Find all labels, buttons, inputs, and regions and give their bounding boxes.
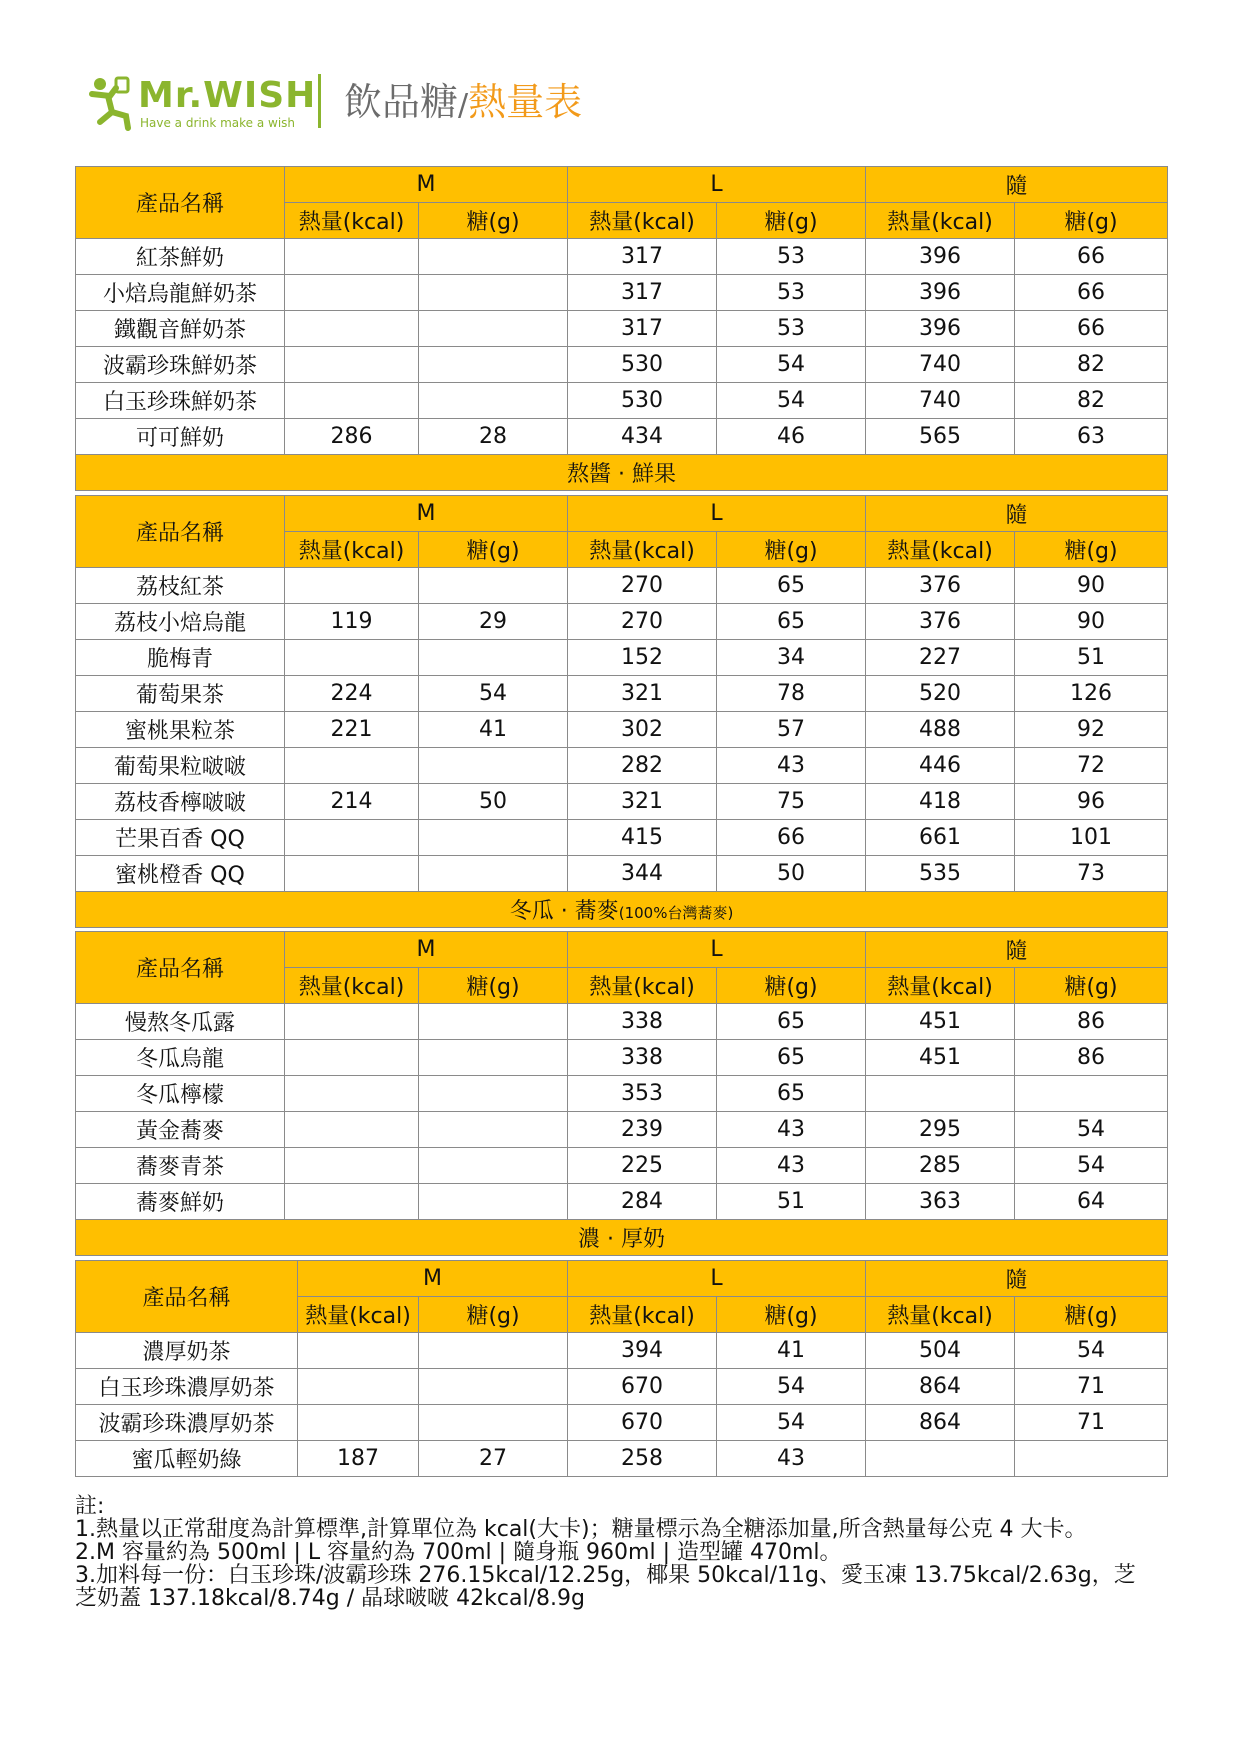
bottle-kcal-cell: 565 (866, 419, 1015, 455)
m-kcal-cell (285, 748, 419, 784)
column-header-m: M (298, 1261, 568, 1297)
column-header-sugar: 糖(g) (717, 1297, 866, 1333)
l-kcal-cell: 258 (568, 1441, 717, 1477)
l-sugar-cell: 53 (717, 311, 866, 347)
section-title-note: (100%台灣蕎麥) (618, 904, 734, 922)
l-sugar-cell: 43 (717, 1148, 866, 1184)
column-header-sugar: 糖(g) (419, 532, 568, 568)
bottle-kcal-cell: 661 (866, 820, 1015, 856)
product-name-cell: 白玉珍珠濃厚奶茶 (76, 1369, 298, 1405)
m-kcal-cell (298, 1369, 419, 1405)
m-kcal-cell (298, 1405, 419, 1441)
table-row (76, 748, 1168, 784)
product-name-cell: 荔枝紅茶 (76, 568, 285, 604)
m-kcal-cell: 119 (285, 604, 419, 640)
product-name-cell: 芒果百香 QQ (76, 820, 285, 856)
m-kcal-cell (285, 311, 419, 347)
table-row (76, 311, 1168, 347)
bottle-sugar-cell: 86 (1015, 1040, 1168, 1076)
bottle-kcal-cell: 396 (866, 239, 1015, 275)
column-header-m: M (285, 932, 568, 968)
product-name-cell: 鐵觀音鮮奶茶 (76, 311, 285, 347)
column-header-l: L (568, 167, 866, 203)
l-sugar-cell: 65 (717, 1040, 866, 1076)
m-sugar-cell (419, 1112, 568, 1148)
bottle-sugar-cell: 90 (1015, 568, 1168, 604)
bottle-sugar-cell: 51 (1015, 640, 1168, 676)
l-sugar-cell: 65 (717, 1076, 866, 1112)
column-header-kcal: 熱量(kcal) (568, 1297, 717, 1333)
section-title-row (76, 455, 1168, 491)
m-sugar-cell (419, 239, 568, 275)
table-thick-milk (75, 1260, 1168, 1477)
bottle-sugar-cell: 126 (1015, 676, 1168, 712)
section-title (76, 455, 1168, 491)
column-header-kcal: 熱量(kcal) (866, 203, 1015, 239)
l-sugar-cell: 51 (717, 1184, 866, 1220)
l-kcal-cell: 317 (568, 275, 717, 311)
m-kcal-cell: 286 (285, 419, 419, 455)
bottle-sugar-cell: 66 (1015, 311, 1168, 347)
product-name-cell: 蕎麥鮮奶 (76, 1184, 285, 1220)
section-title-text: 濃 · 厚奶 (578, 1227, 666, 1252)
m-sugar-cell (419, 1076, 568, 1112)
m-sugar-cell (419, 640, 568, 676)
table-row (76, 1112, 1168, 1148)
table-row (76, 1148, 1168, 1184)
bottle-sugar-cell: 90 (1015, 604, 1168, 640)
m-sugar-cell: 41 (419, 712, 568, 748)
l-kcal-cell: 434 (568, 419, 717, 455)
l-sugar-cell: 54 (717, 1369, 866, 1405)
l-kcal-cell: 239 (568, 1112, 717, 1148)
m-sugar-cell: 28 (419, 419, 568, 455)
size-header-row (76, 167, 1168, 203)
m-sugar-cell (419, 383, 568, 419)
m-sugar-cell (419, 1004, 568, 1040)
l-sugar-cell: 65 (717, 604, 866, 640)
logo-wordmark: Mr.WISH (138, 75, 317, 116)
column-header-kcal: 熱量(kcal) (866, 1297, 1015, 1333)
bottle-kcal-cell: 535 (866, 856, 1015, 892)
title-part-calorie: 熱量表 (468, 80, 583, 124)
l-sugar-cell: 66 (717, 820, 866, 856)
m-sugar-cell (419, 1040, 568, 1076)
bottle-kcal-cell: 418 (866, 784, 1015, 820)
bottle-sugar-cell: 82 (1015, 383, 1168, 419)
table-row (76, 1040, 1168, 1076)
l-kcal-cell: 282 (568, 748, 717, 784)
product-name-cell: 脆梅青 (76, 640, 285, 676)
product-name-cell: 荔枝香檸啵啵 (76, 784, 285, 820)
column-header-sugar: 糖(g) (1015, 1297, 1168, 1333)
column-header-m: M (285, 167, 568, 203)
table-fruit (75, 495, 1168, 928)
size-header-row (76, 496, 1168, 532)
column-header-l: L (568, 1261, 866, 1297)
bottle-kcal-cell: 376 (866, 568, 1015, 604)
product-name-cell: 小焙烏龍鮮奶茶 (76, 275, 285, 311)
bottle-kcal-cell: 376 (866, 604, 1015, 640)
bottle-kcal-cell: 864 (866, 1405, 1015, 1441)
section-title (76, 892, 1168, 928)
m-sugar-cell (419, 820, 568, 856)
l-kcal-cell: 321 (568, 676, 717, 712)
note-line-3: 3.加料每一份：白玉珍珠/波霸珍珠 276.15kcal/12.25g，椰果 50kcal/11g、愛玉凍 13.75kcal/2.63g，芝 (75, 1563, 1136, 1588)
bottle-sugar-cell: 86 (1015, 1004, 1168, 1040)
l-sugar-cell: 57 (717, 712, 866, 748)
column-header-kcal: 熱量(kcal) (866, 968, 1015, 1004)
m-kcal-cell (298, 1333, 419, 1369)
bottle-kcal-cell: 451 (866, 1040, 1015, 1076)
logo-tagline: Have a drink make a wish (140, 116, 296, 130)
column-header-m: M (285, 496, 568, 532)
table-row (76, 568, 1168, 604)
m-kcal-cell (285, 856, 419, 892)
bottle-kcal-cell: 396 (866, 275, 1015, 311)
column-header-bottle: 隨 (866, 1261, 1168, 1297)
bottle-kcal-cell (866, 1076, 1015, 1112)
table-row (76, 1184, 1168, 1220)
m-sugar-cell (419, 1148, 568, 1184)
column-header-kcal: 熱量(kcal) (285, 203, 419, 239)
m-kcal-cell (285, 1184, 419, 1220)
size-header-row (76, 932, 1168, 968)
table-row (76, 1369, 1168, 1405)
l-kcal-cell: 317 (568, 239, 717, 275)
l-kcal-cell: 338 (568, 1004, 717, 1040)
column-header-kcal: 熱量(kcal) (285, 532, 419, 568)
m-sugar-cell: 50 (419, 784, 568, 820)
table-winter-melon (75, 931, 1168, 1256)
product-name-cell: 濃厚奶茶 (76, 1333, 298, 1369)
m-kcal-cell (285, 275, 419, 311)
m-kcal-cell (285, 239, 419, 275)
m-sugar-cell (419, 1369, 568, 1405)
bottle-kcal-cell: 227 (866, 640, 1015, 676)
l-kcal-cell: 670 (568, 1405, 717, 1441)
column-header-sugar: 糖(g) (419, 203, 568, 239)
l-kcal-cell: 670 (568, 1369, 717, 1405)
table-row (76, 1405, 1168, 1441)
note-line-2: 2.M 容量約為 500ml | L 容量約為 700ml | 隨身瓶 960ml | 造型罐 470ml。 (75, 1540, 842, 1565)
section-title-row (76, 892, 1168, 928)
product-name-cell: 慢熬冬瓜露 (76, 1004, 285, 1040)
table-row (76, 347, 1168, 383)
m-kcal-cell (285, 1112, 419, 1148)
column-header-bottle: 隨 (866, 496, 1168, 532)
note-line-4: 芝奶蓋 137.18kcal/8.74g / 晶球啵啵 42kcal/8.9g (75, 1586, 585, 1611)
table-row (76, 275, 1168, 311)
bottle-sugar-cell: 71 (1015, 1405, 1168, 1441)
product-name-cell: 葡萄果粒啵啵 (76, 748, 285, 784)
product-name-cell: 波霸珍珠濃厚奶茶 (76, 1405, 298, 1441)
m-sugar-cell (419, 856, 568, 892)
m-kcal-cell: 224 (285, 676, 419, 712)
l-kcal-cell: 394 (568, 1333, 717, 1369)
m-kcal-cell (285, 820, 419, 856)
l-kcal-cell: 415 (568, 820, 717, 856)
bottle-sugar-cell: 66 (1015, 275, 1168, 311)
m-kcal-cell (285, 347, 419, 383)
m-kcal-cell (285, 1004, 419, 1040)
m-kcal-cell (285, 383, 419, 419)
bottle-kcal-cell: 295 (866, 1112, 1015, 1148)
product-name-cell: 蜜桃橙香 QQ (76, 856, 285, 892)
l-sugar-cell: 34 (717, 640, 866, 676)
l-kcal-cell: 302 (568, 712, 717, 748)
table-row (76, 1333, 1168, 1369)
l-sugar-cell: 43 (717, 1112, 866, 1148)
table-row (76, 239, 1168, 275)
m-sugar-cell (419, 275, 568, 311)
table-row (76, 640, 1168, 676)
product-name-cell: 冬瓜烏龍 (76, 1040, 285, 1076)
product-name-cell: 可可鮮奶 (76, 419, 285, 455)
table-row (76, 712, 1168, 748)
l-kcal-cell: 353 (568, 1076, 717, 1112)
m-kcal-cell (285, 1148, 419, 1184)
section-title-text: 冬瓜 · 蕎麥 (509, 899, 619, 924)
l-kcal-cell: 152 (568, 640, 717, 676)
bottle-kcal-cell: 396 (866, 311, 1015, 347)
column-header-kcal: 熱量(kcal) (285, 968, 419, 1004)
size-header-row (76, 1261, 1168, 1297)
product-name-cell: 蜜瓜輕奶綠 (76, 1441, 298, 1477)
column-header-sugar: 糖(g) (419, 1297, 568, 1333)
m-sugar-cell: 29 (419, 604, 568, 640)
m-kcal-cell: 221 (285, 712, 419, 748)
table-row (76, 419, 1168, 455)
product-name-cell: 荔枝小焙烏龍 (76, 604, 285, 640)
m-kcal-cell (285, 568, 419, 604)
table-row (76, 856, 1168, 892)
bottle-sugar-cell: 82 (1015, 347, 1168, 383)
bottle-sugar-cell: 54 (1015, 1112, 1168, 1148)
bottle-kcal-cell: 740 (866, 383, 1015, 419)
l-kcal-cell: 530 (568, 383, 717, 419)
column-header-name: 產品名稱 (76, 496, 285, 568)
table-row (76, 383, 1168, 419)
column-header-l: L (568, 496, 866, 532)
m-sugar-cell (419, 347, 568, 383)
column-header-bottle: 隨 (866, 167, 1168, 203)
bottle-sugar-cell: 73 (1015, 856, 1168, 892)
l-kcal-cell: 225 (568, 1148, 717, 1184)
bottle-kcal-cell: 864 (866, 1369, 1015, 1405)
product-name-cell: 紅茶鮮奶 (76, 239, 285, 275)
m-kcal-cell: 214 (285, 784, 419, 820)
bottle-sugar-cell: 54 (1015, 1148, 1168, 1184)
bottle-sugar-cell: 63 (1015, 419, 1168, 455)
footnotes (75, 1495, 1175, 1610)
column-header-name: 產品名稱 (76, 1261, 298, 1333)
m-kcal-cell: 187 (298, 1441, 419, 1477)
bottle-kcal-cell: 504 (866, 1333, 1015, 1369)
product-name-cell: 波霸珍珠鮮奶茶 (76, 347, 285, 383)
mr-wish-logo-icon (86, 76, 134, 132)
bottle-sugar-cell: 96 (1015, 784, 1168, 820)
m-sugar-cell: 27 (419, 1441, 568, 1477)
m-kcal-cell (285, 1040, 419, 1076)
bottle-kcal-cell (866, 1441, 1015, 1477)
notes-heading: 註: (75, 1494, 105, 1519)
column-header-sugar: 糖(g) (1015, 968, 1168, 1004)
l-kcal-cell: 338 (568, 1040, 717, 1076)
product-name-cell: 白玉珍珠鮮奶茶 (76, 383, 285, 419)
bottle-sugar-cell: 54 (1015, 1333, 1168, 1369)
l-sugar-cell: 78 (717, 676, 866, 712)
l-sugar-cell: 53 (717, 275, 866, 311)
l-kcal-cell: 344 (568, 856, 717, 892)
header-divider (318, 74, 321, 128)
l-sugar-cell: 54 (717, 383, 866, 419)
table-row (76, 676, 1168, 712)
m-kcal-cell (285, 1076, 419, 1112)
bottle-kcal-cell: 740 (866, 347, 1015, 383)
table-body (76, 1333, 1168, 1477)
m-sugar-cell (419, 1184, 568, 1220)
column-header-l: L (568, 932, 866, 968)
column-header-sugar: 糖(g) (717, 203, 866, 239)
l-sugar-cell: 65 (717, 1004, 866, 1040)
page-header (86, 74, 786, 138)
l-kcal-cell: 270 (568, 568, 717, 604)
bottle-kcal-cell: 363 (866, 1184, 1015, 1220)
column-header-kcal: 熱量(kcal) (568, 203, 717, 239)
l-kcal-cell: 270 (568, 604, 717, 640)
column-header-sugar: 糖(g) (717, 968, 866, 1004)
column-header-kcal: 熱量(kcal) (298, 1297, 419, 1333)
l-sugar-cell: 41 (717, 1333, 866, 1369)
bottle-sugar-cell: 66 (1015, 239, 1168, 275)
m-sugar-cell (419, 1405, 568, 1441)
l-sugar-cell: 75 (717, 784, 866, 820)
bottle-kcal-cell: 285 (866, 1148, 1015, 1184)
bottle-kcal-cell: 488 (866, 712, 1015, 748)
column-header-kcal: 熱量(kcal) (568, 532, 717, 568)
l-sugar-cell: 54 (717, 1405, 866, 1441)
l-kcal-cell: 317 (568, 311, 717, 347)
section-title (76, 1220, 1168, 1256)
l-sugar-cell: 46 (717, 419, 866, 455)
l-sugar-cell: 53 (717, 239, 866, 275)
l-sugar-cell: 50 (717, 856, 866, 892)
section-title-text: 熬醬 · 鮮果 (567, 462, 677, 487)
column-header-name: 產品名稱 (76, 167, 285, 239)
l-sugar-cell: 54 (717, 347, 866, 383)
column-header-kcal: 熱量(kcal) (866, 532, 1015, 568)
m-sugar-cell (419, 1333, 568, 1369)
bottle-kcal-cell: 446 (866, 748, 1015, 784)
l-sugar-cell: 65 (717, 568, 866, 604)
m-sugar-cell: 54 (419, 676, 568, 712)
bottle-sugar-cell: 92 (1015, 712, 1168, 748)
m-sugar-cell (419, 311, 568, 347)
table-row (76, 1441, 1168, 1477)
table-row (76, 784, 1168, 820)
title-part-sugar: 飲品糖 (344, 80, 459, 124)
product-name-cell: 蕎麥青茶 (76, 1148, 285, 1184)
l-kcal-cell: 321 (568, 784, 717, 820)
title-separator: / (458, 88, 469, 123)
page-title (344, 80, 582, 128)
column-header-sugar: 糖(g) (1015, 532, 1168, 568)
bottle-sugar-cell: 72 (1015, 748, 1168, 784)
product-name-cell: 黃金蕎麥 (76, 1112, 285, 1148)
column-header-name: 產品名稱 (76, 932, 285, 1004)
bottle-sugar-cell (1015, 1441, 1168, 1477)
note-line-1: 1.熱量以正常甜度為計算標準,計算單位為 kcal(大卡)；糖量標示為全糖添加量,所含熱量每公克 4 大卡。 (75, 1517, 1087, 1542)
bottle-kcal-cell: 451 (866, 1004, 1015, 1040)
column-header-sugar: 糖(g) (419, 968, 568, 1004)
bottle-sugar-cell: 71 (1015, 1369, 1168, 1405)
column-header-sugar: 糖(g) (717, 532, 866, 568)
table-row (76, 820, 1168, 856)
table-row (76, 1076, 1168, 1112)
table-body (76, 239, 1168, 455)
l-sugar-cell: 43 (717, 748, 866, 784)
product-name-cell: 冬瓜檸檬 (76, 1076, 285, 1112)
table-row (76, 604, 1168, 640)
table-milk-tea (75, 166, 1168, 491)
m-sugar-cell (419, 568, 568, 604)
column-header-bottle: 隨 (866, 932, 1168, 968)
table-body (76, 568, 1168, 892)
m-kcal-cell (285, 640, 419, 676)
l-sugar-cell: 43 (717, 1441, 866, 1477)
product-name-cell: 葡萄果茶 (76, 676, 285, 712)
bottle-sugar-cell (1015, 1076, 1168, 1112)
column-header-sugar: 糖(g) (1015, 203, 1168, 239)
m-sugar-cell (419, 748, 568, 784)
bottle-sugar-cell: 101 (1015, 820, 1168, 856)
l-kcal-cell: 530 (568, 347, 717, 383)
column-header-kcal: 熱量(kcal) (568, 968, 717, 1004)
l-kcal-cell: 284 (568, 1184, 717, 1220)
bottle-sugar-cell: 64 (1015, 1184, 1168, 1220)
section-title-row (76, 1220, 1168, 1256)
table-row (76, 1004, 1168, 1040)
table-body (76, 1004, 1168, 1220)
product-name-cell: 蜜桃果粒茶 (76, 712, 285, 748)
bottle-kcal-cell: 520 (866, 676, 1015, 712)
